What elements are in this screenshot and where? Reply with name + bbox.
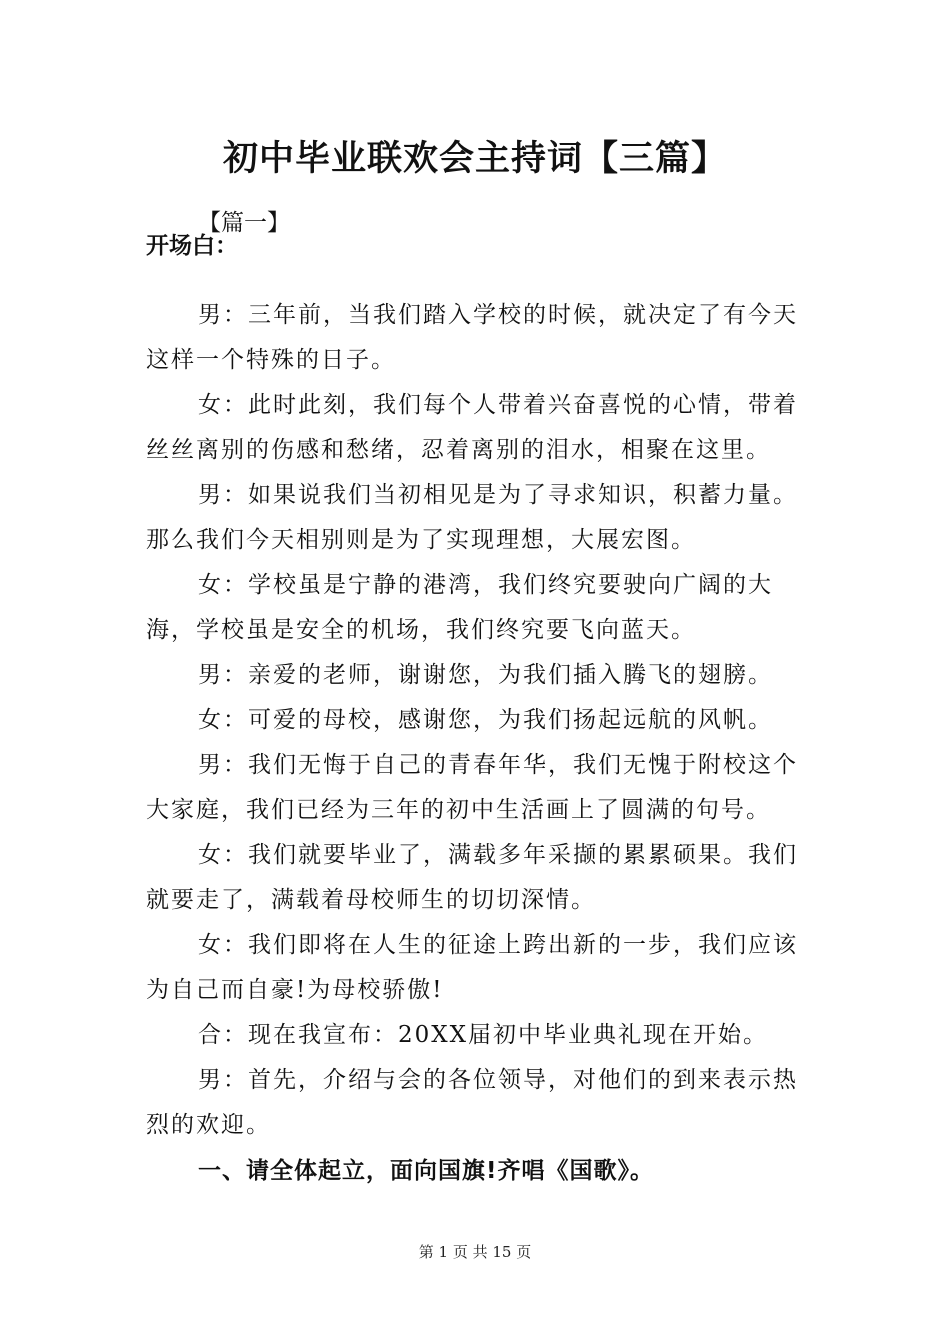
document-title: 初中毕业联欢会主持词【三篇】 <box>222 139 727 179</box>
dialogue-paragraph: 女：我们即将在人生的征途上跨出新的一步，我们应该为自己而自豪!为母校骄傲! <box>146 932 798 1003</box>
dialogue-paragraph: 男：首先，介绍与会的各位领导，对他们的到来表示热烈的欢迎。 <box>146 1067 798 1138</box>
program-item-heading: 一、请全体起立，面向国旗!齐唱《国歌》。 <box>198 1158 654 1184</box>
dialogue-paragraph: 女：我们就要毕业了，满载多年采撷的累累硕果。我们就要走了，满载着母校师生的切切深情。 <box>146 842 798 913</box>
dialogue-paragraph: 合：现在我宣布：20XX届初中毕业典礼现在开始。 <box>198 1022 769 1048</box>
section-label: 【篇一】 <box>198 210 290 236</box>
dialogue-paragraph: 女：学校虽是宁静的港湾，我们终究要驶向广阔的大海，学校虽是安全的机场，我们终究要飞向蓝天。 <box>146 572 773 643</box>
page-footer: 第 1 页 共 15 页 <box>418 1243 532 1261</box>
dialogue-paragraph: 男：如果说我们当初相见是为了寻求知识，积蓄力量。那么我们今天相别则是为了实现理想，大展宏图。 <box>146 482 798 553</box>
dialogue-paragraph: 女：此时此刻，我们每个人带着兴奋喜悦的心情，带着丝丝离别的伤感和愁绪，忍着离别的泪水，相聚在这里。 <box>146 392 798 463</box>
dialogue-paragraph: 女：可爱的母校，感谢您，为我们扬起远航的风帆。 <box>198 707 773 733</box>
dialogue-paragraph: 男：三年前，当我们踏入学校的时候，就决定了有今天这样一个特殊的日子。 <box>146 302 798 373</box>
opening-label: 开场白： <box>146 233 238 259</box>
dialogue-paragraph: 男：亲爱的老师，谢谢您，为我们插入腾飞的翅膀。 <box>198 662 773 688</box>
dialogue-body <box>146 293 818 1148</box>
dialogue-paragraph: 男：我们无悔于自己的青春年华，我们无愧于附校这个大家庭，我们已经为三年的初中生活画上了圆满的句号。 <box>146 752 798 823</box>
